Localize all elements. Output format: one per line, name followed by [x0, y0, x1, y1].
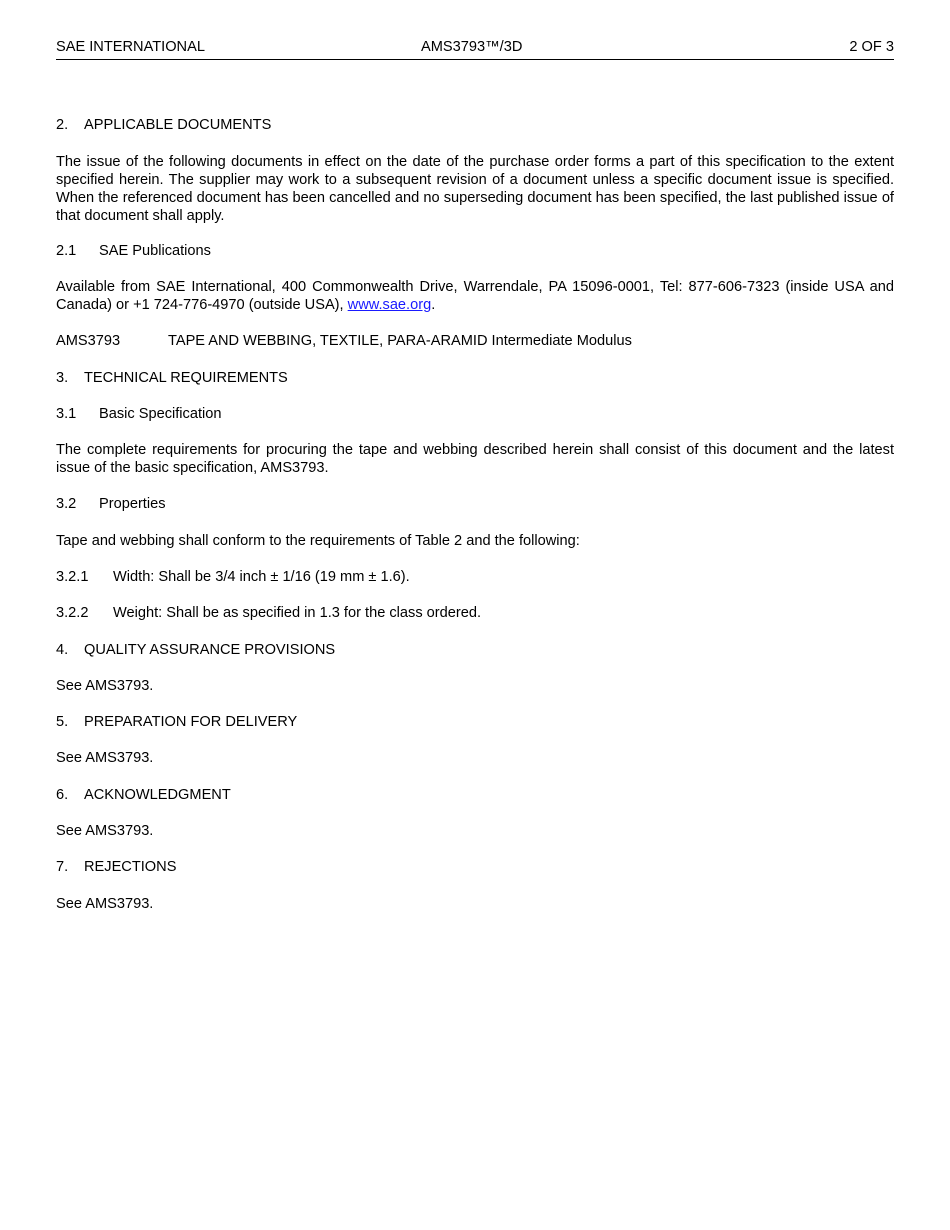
section-heading-5	[56, 713, 297, 731]
paragraph-text-end: .	[431, 297, 436, 313]
section-title: ACKNOWLEDGMENT	[84, 787, 231, 803]
section-number: 3.2.2	[56, 605, 89, 621]
section-item-3-2-1	[56, 568, 410, 586]
section-heading-6	[56, 786, 231, 804]
section-text: Weight: Shall be as specified in 1.3 for the class ordered.	[113, 605, 482, 621]
section-item-3-2-2	[56, 604, 481, 622]
section-number: 2.	[56, 117, 69, 133]
header-doc-id: AMS3793™/3D	[421, 39, 523, 55]
section-heading-2	[56, 116, 271, 134]
section-3-1-paragraph: The complete requirements for procuring the tape and webbing described herein shall consist of this document and the latest issue of the basic specification, AMS3793.	[56, 442, 894, 476]
section-7-text: See AMS3793.	[56, 896, 154, 912]
section-heading-3	[56, 369, 288, 387]
section-2-paragraph: The issue of the following documents in effect on the date of the purchase order forms a part of this specification to the extent specified herein. The supplier may work to a subsequent revision of a document unless a specific document issue is specified. When the referenced document has been cancelled and no superseding document has been specified, the last published issue of that document shall apply.	[56, 154, 894, 224]
section-2-1-paragraph	[56, 278, 894, 314]
section-heading-2-1	[56, 242, 211, 260]
section-number: 3.2.1	[56, 569, 89, 585]
section-title: PREPARATION FOR DELIVERY	[84, 714, 298, 730]
reference-id: AMS3793	[56, 333, 121, 349]
reference-title: TAPE AND WEBBING, TEXTILE, PARA-ARAMID Intermediate Modulus	[168, 333, 632, 349]
section-title: TECHNICAL REQUIREMENTS	[84, 370, 288, 386]
section-title: Basic Specification	[99, 406, 222, 422]
section-heading-7	[56, 858, 176, 876]
section-5-text: See AMS3793.	[56, 750, 154, 766]
section-text: Width: Shall be 3/4 inch ± 1/16 (19 mm ± 1.6).	[113, 569, 410, 585]
section-number: 6.	[56, 787, 69, 803]
section-number: 4.	[56, 642, 69, 658]
header-org: SAE INTERNATIONAL	[56, 39, 205, 55]
section-number: 5.	[56, 714, 69, 730]
section-number: 3.	[56, 370, 69, 386]
section-6-text: See AMS3793.	[56, 823, 154, 839]
section-4-text: See AMS3793.	[56, 678, 154, 694]
header-page-number: 2 OF 3	[849, 39, 894, 55]
section-title: SAE Publications	[99, 243, 211, 259]
section-title: REJECTIONS	[84, 859, 177, 875]
section-title: QUALITY ASSURANCE PROVISIONS	[84, 642, 336, 658]
page-header	[56, 38, 894, 60]
section-title: Properties	[99, 496, 166, 512]
section-title: APPLICABLE DOCUMENTS	[84, 117, 272, 133]
section-number: 2.1	[56, 243, 77, 259]
section-number: 3.1	[56, 406, 77, 422]
reference-document-row	[56, 332, 632, 350]
paragraph-text: Available from SAE International, 400 Commonwealth Drive, Warrendale, PA 15096-0001, Tel: 877-606-7323 (inside USA and Canada) or +1 724-776-4970 (outside USA),	[56, 279, 894, 313]
section-3-2-paragraph: Tape and webbing shall conform to the requirements of Table 2 and the following:	[56, 533, 580, 549]
sae-website-link[interactable]: www.sae.org	[347, 297, 432, 313]
section-number: 7.	[56, 859, 69, 875]
section-heading-3-2	[56, 495, 166, 513]
section-number: 3.2	[56, 496, 77, 512]
section-heading-4	[56, 641, 335, 659]
section-heading-3-1	[56, 405, 222, 423]
